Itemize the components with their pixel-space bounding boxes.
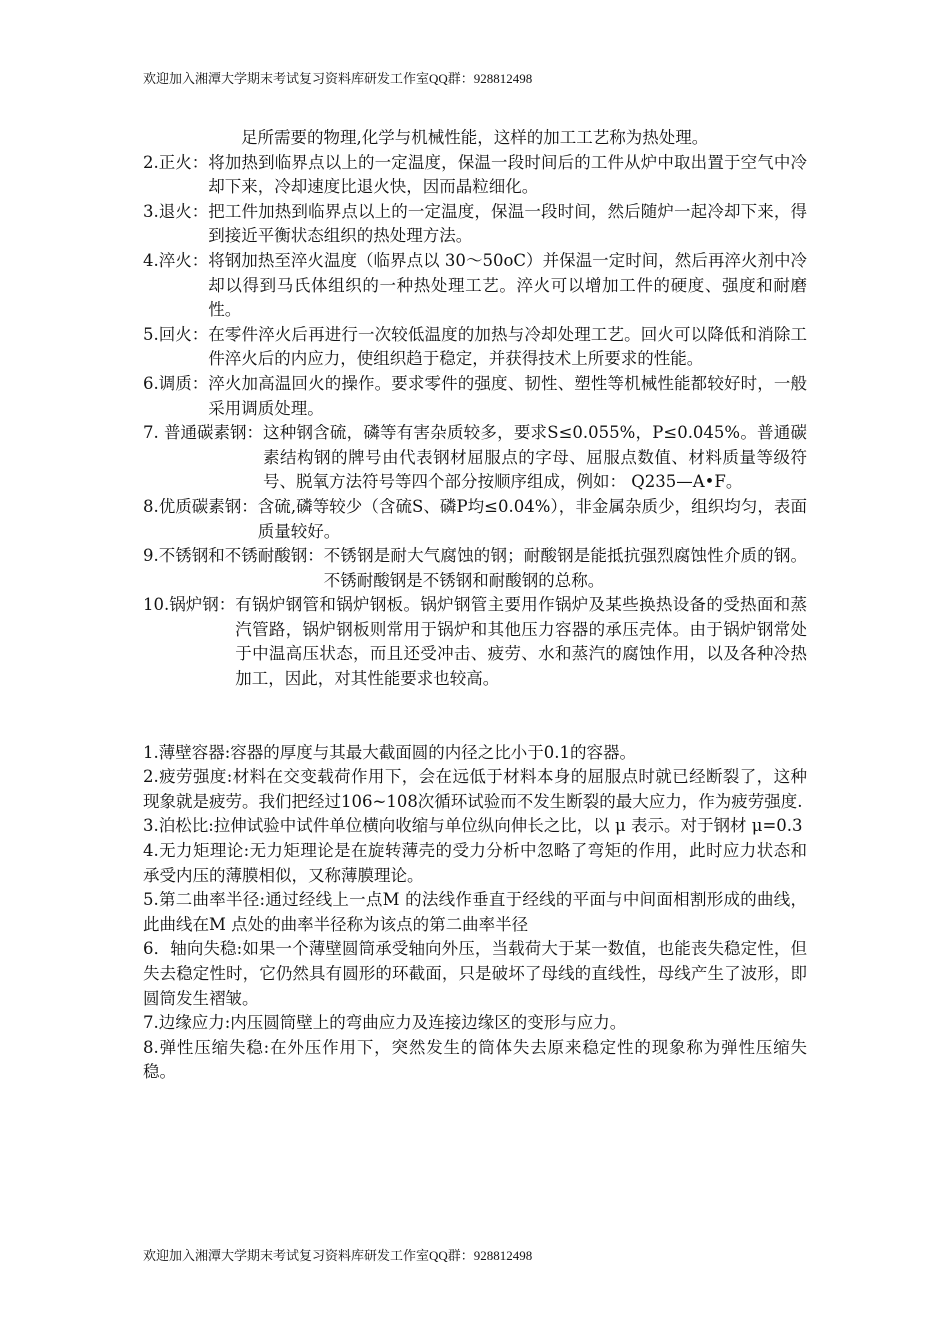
term-definition: 把工件加热到临界点以上的一定温度，保温一段时间，然后随炉一起冷却下来，得到接近平衡状态组织的热处理方法。 [208, 201, 807, 246]
term-label: 5.回火： [143, 324, 209, 344]
page-footer: 欢迎加入湘潭大学期末考试复习资料库研发工作室QQ群：928812498 [143, 1248, 533, 1263]
term-poisson-ratio: 3.泊松比:拉伸试验中试件单位横向收缩与单位纵向伸长之比，以 μ 表示。对于钢材 μ=0.3 [143, 816, 803, 836]
term-label: 8.优质碳素钢： [143, 496, 258, 516]
term-definition: 含硫,磷等较少（含硫S、磷P均≤0.04%），非金属杂质少，组织均匀，表面质量较好。 [257, 496, 807, 541]
term-definition: 不锈钢是耐大气腐蚀的钢；耐酸钢是能抵抗强烈腐蚀性介质的钢。不锈耐酸钢是不锈钢和耐酸钢的总称。 [323, 546, 807, 590]
document-body [143, 126, 807, 1085]
term-thin-wall-vessel: 1.薄壁容器:容器的厚度与其最大截面圆的内径之比小于0.1的容器。 [143, 742, 637, 762]
page-header: 欢迎加入湘潭大学期末考试复习资料库研发工作室QQ群：928812498 [143, 71, 533, 86]
term-axial-buckling: 6．轴向失稳:如果一个薄壁圆筒承受轴向外压，当载荷大于某一数值，也能丧失稳定性，但失去稳定性时，它仍然具有圆形的环截面，只是破坏了母线的直线性，母线产生了波形，即圆筒发生褶皱。 [143, 939, 807, 1008]
term-label: 9.不锈钢和不锈耐酸钢： [143, 546, 324, 566]
term-plain-carbon-steel [143, 421, 807, 495]
term-label: 6.调质： [143, 373, 209, 393]
term-definition: 这种钢含硫，磷等有害杂质较多，要求S≤0.055%，P≤0.045%。普通碳素结构钢的牌号由代表钢材屈服点的字母、屈服点数值、材料质量等级符号、脱氧方法符号等四个部分按顺序组成，例如： Q235—A•F。 [263, 423, 807, 492]
term-label: 3.退火： [143, 201, 209, 221]
term-fatigue-strength: 2.疲劳强度:材料在交变载荷作用下，会在远低于材料本身的屈服点时就已经断裂了，这种现象就是疲劳。我们把经过106~108次循环试验而不发生断裂的最大应力，作为疲劳强度. [143, 767, 807, 811]
term-edge-stress: 7.边缘应力:内压圆筒壁上的弯曲应力及连接边缘区的变形与应力。 [143, 1013, 627, 1033]
term-definition: 淬火加高温回火的操作。要求零件的强度、韧性、塑性等机械性能都较好时，一般采用调质处理。 [208, 373, 807, 418]
term-label: 4.淬火： [143, 250, 209, 270]
term-stainless-steel [143, 544, 807, 593]
term-quench-temper [143, 372, 807, 421]
term-normalizing [143, 151, 807, 200]
term-tempering [143, 323, 807, 372]
term-definition: 在零件淬火后再进行一次较低温度的加热与冷却处理工艺。回火可以降低和消除工件淬火后的内应力，使组织趋于稳定，并获得技术上所要求的性能。 [208, 324, 807, 369]
term-annealing [143, 200, 807, 249]
term-second-curvature-radius: 5.第二曲率半径:通过经线上一点M 的法线作垂直于经线的平面与中间面相割形成的曲线，此曲线在M 点处的曲率半径称为该点的第二曲率半径 [143, 890, 807, 934]
term-definition: 有锅炉钢管和锅炉钢板。锅炉钢管主要用作锅炉及某些换热设备的受热面和蒸汽管路，锅炉钢板则常用于锅炉和其他压力容器的承压壳体。由于锅炉钢常处于中温高压状态，而且还受冲击、疲劳、水和蒸汽的腐蚀作用，以及各种冷热加工，因此，对其性能要求也较高。 [235, 595, 807, 689]
term-definition: 将加热到临界点以上的一定温度，保温一段时间后的工件从炉中取出置于空气中冷却下来，冷却速度比退火快，因而晶粒细化。 [208, 152, 807, 197]
term-boiler-steel [143, 593, 807, 691]
term-quenching [143, 249, 807, 323]
term-membrane-theory: 4.无力矩理论:无力矩理论是在旋转薄壳的受力分析中忽略了弯矩的作用，此时应力状态和承受内压的薄膜相似，又称薄膜理论。 [143, 841, 807, 885]
term-label: 2.正火： [143, 152, 209, 172]
term-label: 7. 普通碳素钢： [143, 423, 263, 443]
term-elastic-buckling: 8.弹性压缩失稳:在外压作用下，突然发生的筒体失去原来稳定性的现象称为弹性压缩失稳。 [143, 1037, 807, 1082]
section1-continuation: 足所需要的物理,化学与机械性能，这样的加工工艺称为热处理。 [241, 128, 709, 147]
section2 [143, 741, 807, 1085]
term-definition: 将钢加热至淬火温度（临界点以 30～50oC）并保温一定时间，然后再淬火剂中冷却以得到马氏体组织的一种热处理工艺。淬火可以增加工件的硬度、强度和耐磨性。 [208, 250, 807, 320]
term-quality-carbon-steel [143, 495, 807, 544]
term-label: 10.锅炉钢： [143, 595, 236, 615]
